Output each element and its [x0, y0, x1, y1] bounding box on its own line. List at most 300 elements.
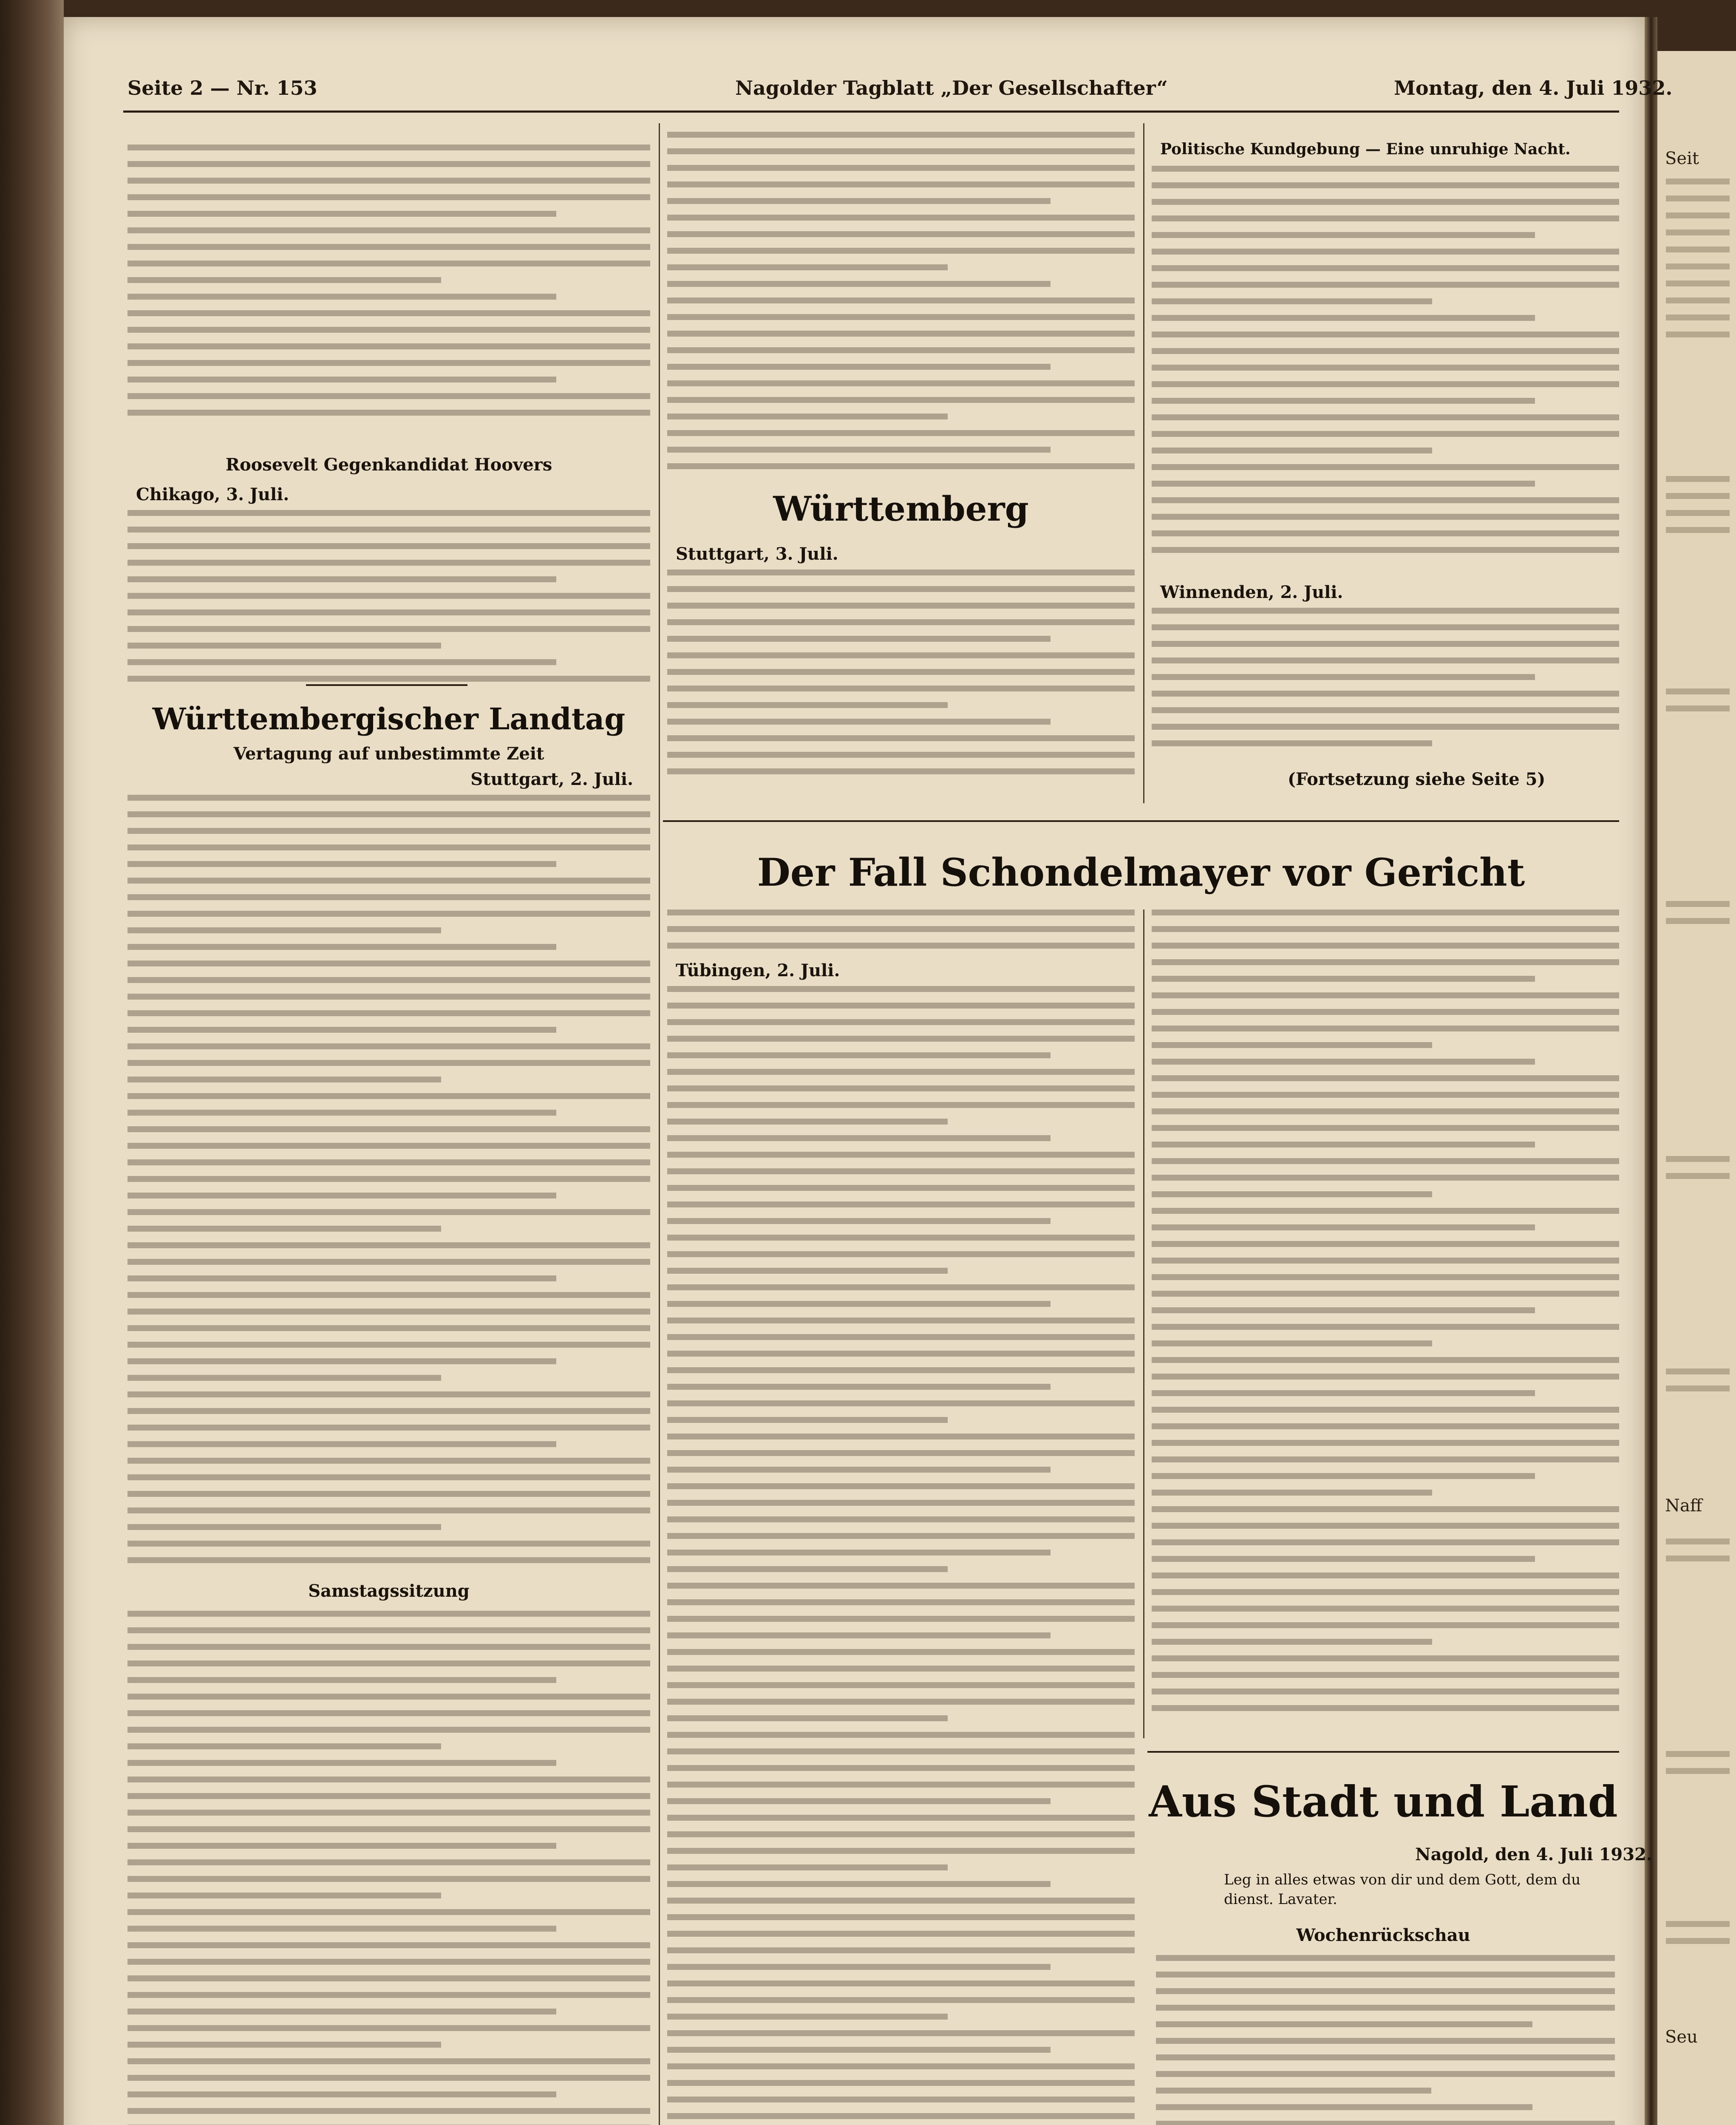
- text-line: [667, 652, 1135, 658]
- text-line: [667, 735, 1135, 741]
- text-line: [127, 1694, 650, 1700]
- text-line: [127, 576, 556, 582]
- text-line: [127, 1810, 650, 1816]
- text-line: [667, 1218, 1051, 1224]
- running-head-date: Montag, den 4. Juli 1932.: [1394, 76, 1673, 99]
- text-line: [1152, 481, 1535, 487]
- text-line: [1152, 265, 1619, 271]
- text-line: [1152, 1274, 1619, 1280]
- text-line: [667, 1434, 1135, 1439]
- text-line: [1152, 1539, 1619, 1545]
- headline-stadt-und-land: Aus Stadt und Land: [1149, 1776, 1618, 1827]
- running-head-masthead: Nagolder Tagblatt „Der Gesellschafter“: [735, 76, 1168, 99]
- article-text-block: [127, 795, 650, 1574]
- text-line: [127, 393, 650, 399]
- text-line: [667, 1201, 1135, 1207]
- text-line: [1152, 282, 1619, 288]
- dateline-winnenden: Winnenden, 2. Juli.: [1160, 582, 1343, 602]
- text-line: [127, 861, 556, 867]
- text-line: [127, 2042, 441, 2048]
- text-line: [127, 360, 650, 366]
- section-rule: [1147, 1751, 1619, 1753]
- text-line: [1152, 1175, 1619, 1181]
- text-line: [667, 1102, 1135, 1108]
- text-line: [127, 178, 650, 184]
- text-line: [127, 1275, 556, 1281]
- text-line: [1152, 608, 1619, 614]
- text-line: [667, 1069, 1135, 1075]
- text-line: [127, 1425, 650, 1431]
- article-text-block: [127, 510, 650, 692]
- text-line: [667, 1815, 1135, 1821]
- text-line: [127, 1893, 441, 1898]
- text-line: [667, 719, 1051, 725]
- text-line: [667, 1417, 948, 1423]
- text-line: [1152, 1009, 1619, 1015]
- text-line: [1152, 1639, 1432, 1645]
- text-line: [127, 227, 650, 233]
- column-rule: [1143, 910, 1144, 1738]
- text-line: [1152, 1606, 1619, 1612]
- text-line: [667, 198, 1051, 204]
- text-line: [667, 1550, 1051, 1556]
- text-line: [1152, 1142, 1535, 1148]
- text-line: [667, 1715, 948, 1721]
- text-line: [1152, 1042, 1432, 1048]
- text-line: [667, 1533, 1135, 1539]
- text-line: [667, 430, 1135, 436]
- text-line: [667, 414, 948, 419]
- text-line: [127, 343, 650, 349]
- text-line: [127, 626, 650, 632]
- text-line: [127, 244, 650, 250]
- text-line: [667, 231, 1135, 237]
- text-line: [127, 1627, 650, 1633]
- text-line: [127, 261, 650, 266]
- text-line: [127, 510, 650, 516]
- text-line: [1152, 1456, 1619, 1462]
- text-line: [1152, 348, 1619, 354]
- text-line: [1152, 1589, 1619, 1595]
- headline-wuerttemberg: Württemberg: [773, 489, 1029, 529]
- text-line: [127, 1159, 650, 1165]
- text-line: [127, 1027, 556, 1033]
- text-line: [1152, 1307, 1535, 1313]
- text-line: [1156, 1972, 1615, 1978]
- text-line: [667, 669, 1135, 675]
- text-line: [127, 944, 556, 950]
- text-line: [1152, 707, 1619, 713]
- text-line: [667, 1085, 1135, 1091]
- text-line: [127, 1226, 441, 1232]
- text-line: [127, 1491, 650, 1497]
- text-line: [667, 1318, 1135, 1323]
- text-line: [1156, 1955, 1615, 1961]
- dateline-stuttgart: Stuttgart, 2. Juli.: [470, 769, 633, 789]
- text-line: [1152, 1125, 1619, 1131]
- text-line: [127, 1524, 441, 1530]
- next-page-fragment: Seu: [1665, 2027, 1698, 2047]
- text-line: [667, 1798, 1051, 1804]
- text-line: [667, 926, 1135, 932]
- text-line: [667, 570, 1135, 575]
- text-line: [127, 211, 556, 217]
- text-line: [667, 364, 1051, 370]
- text-line: [127, 277, 441, 283]
- text-line: [667, 1384, 1051, 1390]
- text-line: [667, 1284, 1135, 1290]
- text-line: [1152, 514, 1619, 520]
- text-line: [667, 347, 1135, 353]
- text-line: [127, 1992, 650, 1998]
- article-text-block: [1152, 608, 1619, 757]
- text-line: [667, 1583, 1135, 1589]
- text-line: [667, 768, 1135, 774]
- text-line: [127, 1942, 650, 1948]
- text-line: [127, 1093, 650, 1099]
- text-line: [127, 659, 556, 665]
- text-line: [127, 1193, 556, 1198]
- text-line: [127, 911, 650, 917]
- text-line: [1152, 1092, 1619, 1098]
- text-line: [1152, 1423, 1619, 1429]
- text-line: [667, 1367, 1135, 1373]
- text-line: [127, 1441, 556, 1447]
- text-line: [127, 676, 650, 682]
- text-line: [667, 2113, 1135, 2119]
- text-line: [127, 1309, 650, 1315]
- text-line: [127, 1926, 556, 1932]
- text-line: [1152, 464, 1619, 470]
- text-line: [667, 986, 1135, 992]
- article-text-block: [1152, 166, 1619, 564]
- text-line: [667, 1052, 1051, 1058]
- text-line: [1152, 1324, 1619, 1330]
- text-line: [127, 543, 650, 549]
- text-line: [127, 194, 650, 200]
- text-line: [1152, 1622, 1619, 1628]
- text-line: [1152, 740, 1432, 746]
- text-line: [667, 910, 1135, 915]
- text-line: [667, 1516, 1135, 1522]
- text-line: [127, 1060, 650, 1066]
- text-line: [667, 1616, 1135, 1622]
- text-line: [667, 165, 1135, 171]
- text-line: [127, 994, 650, 1000]
- text-line: [1156, 2071, 1615, 2077]
- text-line: [667, 636, 1051, 642]
- text-line: [127, 1959, 650, 1965]
- text-line: [667, 2047, 1051, 2053]
- text-line: [127, 1408, 650, 1414]
- text-line: [1152, 1689, 1619, 1694]
- text-line: [127, 1644, 650, 1650]
- text-line: [667, 2030, 1135, 2036]
- text-line: [127, 609, 650, 615]
- text-line: [667, 1931, 1135, 1937]
- text-line: [127, 1611, 650, 1617]
- text-line: [127, 144, 650, 150]
- text-line: [667, 1649, 1135, 1655]
- text-line: [667, 1682, 1135, 1688]
- text-line: [1156, 2104, 1532, 2110]
- book-binding-edge: [0, 0, 64, 2125]
- text-line: [667, 1168, 1135, 1174]
- text-line: [667, 686, 1135, 691]
- text-line: [127, 1043, 650, 1049]
- text-line: [127, 1126, 650, 1132]
- section-title-roosevelt: Roosevelt Gegenkandidat Hoovers: [225, 455, 552, 475]
- text-line: [127, 960, 650, 966]
- text-line: [667, 1334, 1135, 1340]
- text-line: [127, 1710, 650, 1716]
- text-line: [667, 1135, 1051, 1141]
- adjacent-page-strip: [1657, 51, 1736, 2125]
- text-line: [667, 148, 1135, 154]
- text-line: [127, 310, 650, 316]
- text-line: [667, 215, 1135, 221]
- text-line: [667, 463, 1135, 469]
- text-line: [1152, 943, 1619, 949]
- text-line: [667, 281, 1051, 287]
- text-line: [667, 752, 1135, 758]
- text-line: [1152, 1108, 1619, 1114]
- text-line: [667, 1036, 1135, 1042]
- text-line: [1152, 1075, 1619, 1081]
- text-line: [667, 586, 1135, 592]
- text-line: [667, 1997, 1135, 2003]
- text-line: [1152, 1340, 1432, 1346]
- text-line: [1152, 1191, 1432, 1197]
- text-line: [1152, 497, 1619, 503]
- text-line: [127, 2025, 650, 2031]
- text-line: [127, 1975, 650, 1981]
- text-line: [1152, 1440, 1619, 1446]
- article-text-block: [127, 1611, 650, 2125]
- text-line: [127, 2009, 556, 2014]
- text-line: [127, 527, 650, 533]
- text-line: [127, 1826, 650, 1832]
- text-line: [667, 1119, 948, 1125]
- text-line: [1152, 215, 1619, 221]
- text-line: [1152, 1407, 1619, 1413]
- dateline-chikago: Chikago, 3. Juli.: [136, 484, 289, 504]
- text-line: [667, 1848, 1135, 1854]
- text-line: [667, 1765, 1135, 1771]
- text-line: [1152, 298, 1432, 304]
- text-line: [1152, 1291, 1619, 1297]
- next-page-fragment: Naff: [1665, 1496, 1702, 1516]
- book-gutter: [1645, 17, 1657, 2125]
- text-line: [667, 314, 1135, 320]
- text-line: [127, 1342, 650, 1348]
- text-line: [1152, 1224, 1535, 1230]
- text-line: [127, 811, 650, 817]
- text-line: [667, 181, 1135, 187]
- text-line: [127, 1541, 650, 1547]
- text-line: [127, 1474, 650, 1480]
- text-line: [127, 1375, 441, 1381]
- section-title-samstagssitzung: Samstagssitzung: [308, 1581, 470, 1601]
- text-line: [1156, 2088, 1431, 2094]
- text-line: [667, 1400, 1135, 1406]
- section-divider: [306, 684, 467, 686]
- text-line: [1156, 1988, 1615, 1994]
- text-line: [667, 1632, 1051, 1638]
- text-line: [1152, 1357, 1619, 1363]
- text-line: [127, 795, 650, 801]
- text-line: [1152, 1158, 1619, 1164]
- text-line: [667, 2080, 1135, 2086]
- text-line: [127, 1743, 441, 1749]
- text-line: [667, 1898, 1135, 1904]
- text-line: [127, 1876, 650, 1882]
- text-line: [1152, 1374, 1619, 1380]
- schondelmayer-column-left: [667, 910, 1135, 2125]
- text-line: [1152, 1258, 1619, 1264]
- text-line: [127, 828, 650, 834]
- dateline-tuebingen: Tübingen, 2. Juli.: [676, 960, 840, 980]
- text-line: [667, 1185, 1135, 1191]
- dateline-nagold: Nagold, den 4. Juli 1932.: [1415, 1844, 1652, 1864]
- headline-schondelmayer: Der Fall Schondelmayer vor Gericht: [757, 850, 1525, 895]
- text-line: [1152, 1241, 1619, 1247]
- text-line: [127, 643, 441, 649]
- text-line: [667, 1003, 1135, 1009]
- text-line: [1152, 414, 1619, 420]
- column-rule: [659, 123, 660, 2125]
- text-line: [667, 248, 1135, 254]
- text-line: [667, 1483, 1135, 1489]
- text-line: [1152, 674, 1535, 680]
- section-rule: [663, 820, 1619, 822]
- text-line: [1152, 1390, 1535, 1396]
- headline-landtag: Württembergischer Landtag: [152, 701, 626, 737]
- text-line: [127, 1507, 650, 1513]
- text-line: [1152, 1672, 1619, 1678]
- text-line: [1152, 1705, 1619, 1711]
- text-line: [1156, 2054, 1615, 2060]
- text-line: [667, 2063, 1135, 2069]
- text-line: [127, 1292, 650, 1298]
- text-line: [667, 1251, 1135, 1257]
- article-text-block: [127, 144, 650, 426]
- text-line: [1152, 1490, 1432, 1496]
- text-line: [127, 2108, 650, 2114]
- text-line: [1152, 166, 1619, 172]
- text-line: [127, 1242, 650, 1248]
- text-line: [1152, 1523, 1619, 1529]
- text-line: [667, 1599, 1135, 1605]
- text-line: [667, 1748, 1135, 1754]
- column-3: [1152, 123, 1619, 803]
- stadt-land-column: [1156, 1955, 1615, 2125]
- text-line: [127, 1391, 650, 1397]
- text-line: [127, 410, 650, 416]
- motto-lavater: Leg in alles etwas von dir und dem Gott, dem du dienst. Lavater.: [1224, 1871, 1581, 1908]
- text-line: [127, 1776, 650, 1782]
- text-line: [667, 2097, 1135, 2102]
- text-line: [667, 943, 1135, 949]
- text-line: [127, 1760, 556, 1766]
- text-line: [667, 1351, 1135, 1357]
- dateline-stuttgart-3: Stuttgart, 3. Juli.: [676, 544, 838, 564]
- text-line: [667, 702, 948, 708]
- text-line: [1152, 365, 1619, 371]
- text-line: [127, 1259, 650, 1265]
- text-line: [1152, 926, 1619, 932]
- text-line: [127, 1325, 650, 1331]
- text-line: [1156, 2038, 1615, 2044]
- text-line: [1152, 431, 1619, 437]
- text-line: [127, 844, 650, 850]
- text-line: [1152, 199, 1619, 205]
- text-line: [127, 1077, 441, 1082]
- text-line: [1152, 332, 1619, 337]
- text-line: [1152, 691, 1619, 697]
- continued-note: (Fortsetzung siehe Seite 5): [1288, 769, 1546, 789]
- column-1: [127, 123, 650, 2125]
- text-line: [127, 1677, 556, 1683]
- text-line: [1152, 182, 1619, 188]
- text-line: [667, 397, 1135, 403]
- text-line: [1152, 547, 1619, 553]
- column-2: [667, 123, 1135, 803]
- text-line: [667, 619, 1135, 625]
- text-line: [667, 1467, 1051, 1473]
- text-line: [1152, 1026, 1619, 1031]
- text-line: [127, 1909, 650, 1915]
- schondelmayer-column-right: [1152, 910, 1619, 1738]
- text-line: [127, 1660, 650, 1666]
- text-line: [667, 1782, 1135, 1788]
- dateline-kundgebung: Politische Kundgebung — Eine unruhige Nacht.: [1160, 140, 1571, 158]
- text-line: [667, 1301, 1051, 1307]
- text-line: [1152, 1556, 1535, 1562]
- text-line: [1152, 641, 1619, 647]
- text-line: [667, 2014, 948, 2020]
- text-line: [127, 1209, 650, 1215]
- text-line: [667, 380, 1135, 386]
- text-line: [667, 1980, 1135, 1986]
- text-line: [127, 161, 650, 167]
- text-line: [667, 1152, 1135, 1158]
- text-line: [1152, 1059, 1535, 1065]
- text-line: [1152, 959, 1619, 965]
- text-line: [1152, 1506, 1619, 1512]
- text-line: [127, 593, 650, 599]
- text-line: [667, 1947, 1135, 1953]
- text-line: [667, 1500, 1135, 1506]
- text-line: [1152, 910, 1619, 915]
- subheadline-wochenrueckschau: Wochenrückschau: [1296, 1925, 1470, 1945]
- running-head-page-number: Seite 2 — Nr. 153: [127, 76, 317, 99]
- text-line: [667, 1699, 1135, 1705]
- text-line: [127, 2091, 556, 2097]
- text-line: [127, 1557, 650, 1563]
- text-line: [667, 1450, 1135, 1456]
- text-line: [667, 603, 1135, 609]
- text-line: [1152, 1572, 1619, 1578]
- text-line: [127, 894, 650, 900]
- text-line: [127, 878, 650, 884]
- article-text-block: [667, 570, 1135, 785]
- text-line: [1152, 992, 1619, 998]
- text-line: [667, 331, 1135, 337]
- text-line: [127, 1793, 650, 1799]
- text-line: [127, 1458, 650, 1464]
- text-line: [127, 1843, 556, 1849]
